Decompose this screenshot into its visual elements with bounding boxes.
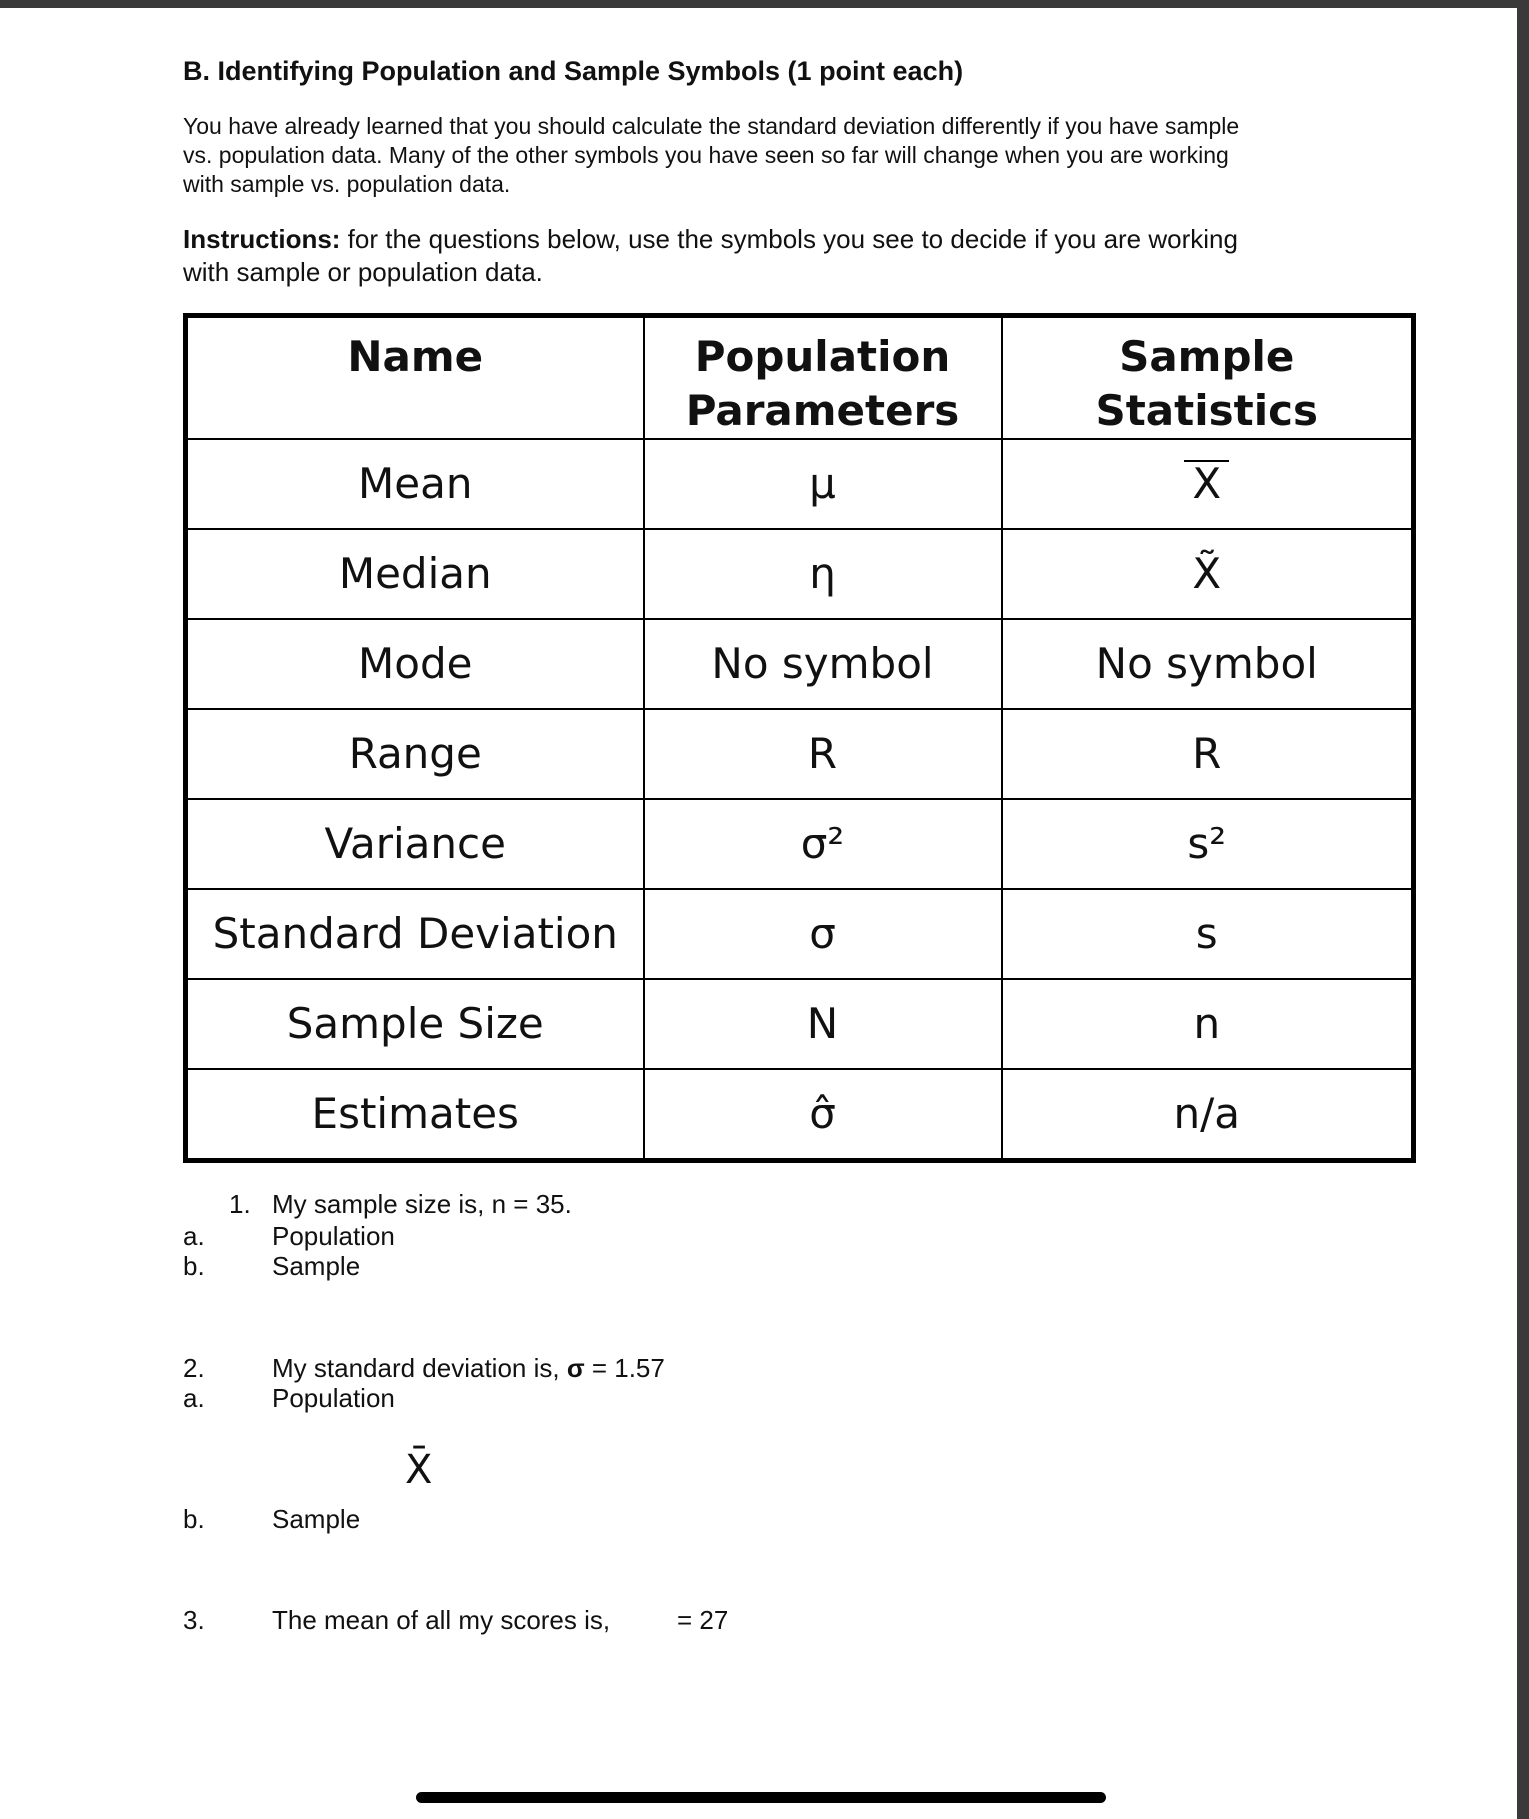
table-row <box>186 709 1414 799</box>
row-name: Sample Size <box>186 979 644 1069</box>
intro-line: with sample vs. population data. <box>183 171 511 197</box>
intro-line: You have already learned that you should calculate the standard deviation differently if you have sample <box>183 113 1240 139</box>
question-1-text: My sample size is, n = 35. <box>272 1189 572 1219</box>
header-population-line: Parameters <box>685 386 960 435</box>
x-bar-symbol: X <box>1184 460 1229 506</box>
table-row <box>186 1069 1414 1161</box>
question-1-option-a-marker: a. <box>183 1221 205 1251</box>
question-2-text <box>272 1353 665 1383</box>
table-row <box>186 889 1414 979</box>
row-sample-symbol: No symbol <box>1002 619 1414 709</box>
question-2-text-after: = 1.57 <box>584 1353 665 1383</box>
table-row <box>186 529 1414 619</box>
table-row <box>186 979 1414 1069</box>
header-population-line: Population <box>694 332 951 381</box>
question-3-text: The mean of all my scores is, <box>272 1605 611 1635</box>
row-population-symbol: σ² <box>644 799 1002 889</box>
instructions-label: Instructions: <box>183 224 341 254</box>
table-row <box>186 619 1414 709</box>
instructions-text: with sample or population data. <box>183 257 543 287</box>
x-bar-symbol: X̄ <box>405 1447 433 1493</box>
section-heading: B. Identifying Population and Sample Symbols (1 point each) <box>183 56 964 86</box>
row-name: Mean <box>186 439 644 529</box>
intro-paragraph <box>183 112 1353 199</box>
table-header-row <box>186 316 1414 440</box>
table-row <box>186 439 1414 529</box>
question-2-option-b[interactable]: Sample <box>272 1504 361 1534</box>
header-name: Name <box>186 316 644 440</box>
home-indicator[interactable] <box>416 1792 1106 1803</box>
instructions-text: for the questions below, use the symbols you see to decide if you are working <box>340 224 1238 254</box>
row-sample-symbol: s <box>1002 889 1414 979</box>
question-2-number: 2. <box>183 1353 205 1383</box>
question-3-value: = 27 <box>677 1605 729 1635</box>
row-population-symbol: σ <box>644 889 1002 979</box>
question-2-option-a-marker: a. <box>183 1383 205 1413</box>
row-sample-symbol: s² <box>1002 799 1414 889</box>
row-sample-symbol: n/a <box>1002 1069 1414 1161</box>
question-1-option-b-marker: b. <box>183 1251 205 1281</box>
sigma-symbol: σ <box>566 1353 585 1383</box>
row-sample-symbol <box>1002 439 1414 529</box>
question-2-option-b-marker: b. <box>183 1504 205 1534</box>
row-name: Estimates <box>186 1069 644 1161</box>
row-population-symbol: σ̂ <box>644 1069 1002 1161</box>
row-population-symbol: N <box>644 979 1002 1069</box>
header-population <box>644 316 1002 440</box>
table-row <box>186 799 1414 889</box>
question-1-number: 1. <box>229 1189 251 1219</box>
row-population-symbol: R <box>644 709 1002 799</box>
row-name: Range <box>186 709 644 799</box>
question-1-option-b[interactable]: Sample <box>272 1251 361 1281</box>
question-3-number: 3. <box>183 1605 205 1635</box>
header-sample: Sample Statistics <box>1002 316 1414 440</box>
row-population-symbol: No symbol <box>644 619 1002 709</box>
row-name: Standard Deviation <box>186 889 644 979</box>
row-sample-symbol: R <box>1002 709 1414 799</box>
symbols-table <box>183 313 1416 1163</box>
row-name: Variance <box>186 799 644 889</box>
row-name: Mode <box>186 619 644 709</box>
row-sample-symbol: X̃ <box>1002 529 1414 619</box>
instructions-paragraph <box>183 223 1353 289</box>
intro-line: vs. population data. Many of the other symbols you have seen so far will change when you are working <box>183 142 1229 168</box>
row-sample-symbol: n <box>1002 979 1414 1069</box>
row-population-symbol: μ <box>644 439 1002 529</box>
question-2-option-a[interactable]: Population <box>272 1383 395 1413</box>
question-1-option-a[interactable]: Population <box>272 1221 395 1251</box>
window-top-edge <box>0 0 1529 8</box>
row-population-symbol: η <box>644 529 1002 619</box>
row-name: Median <box>186 529 644 619</box>
window-right-edge <box>1517 0 1529 1819</box>
question-2-text-before: My standard deviation is, <box>272 1353 567 1383</box>
